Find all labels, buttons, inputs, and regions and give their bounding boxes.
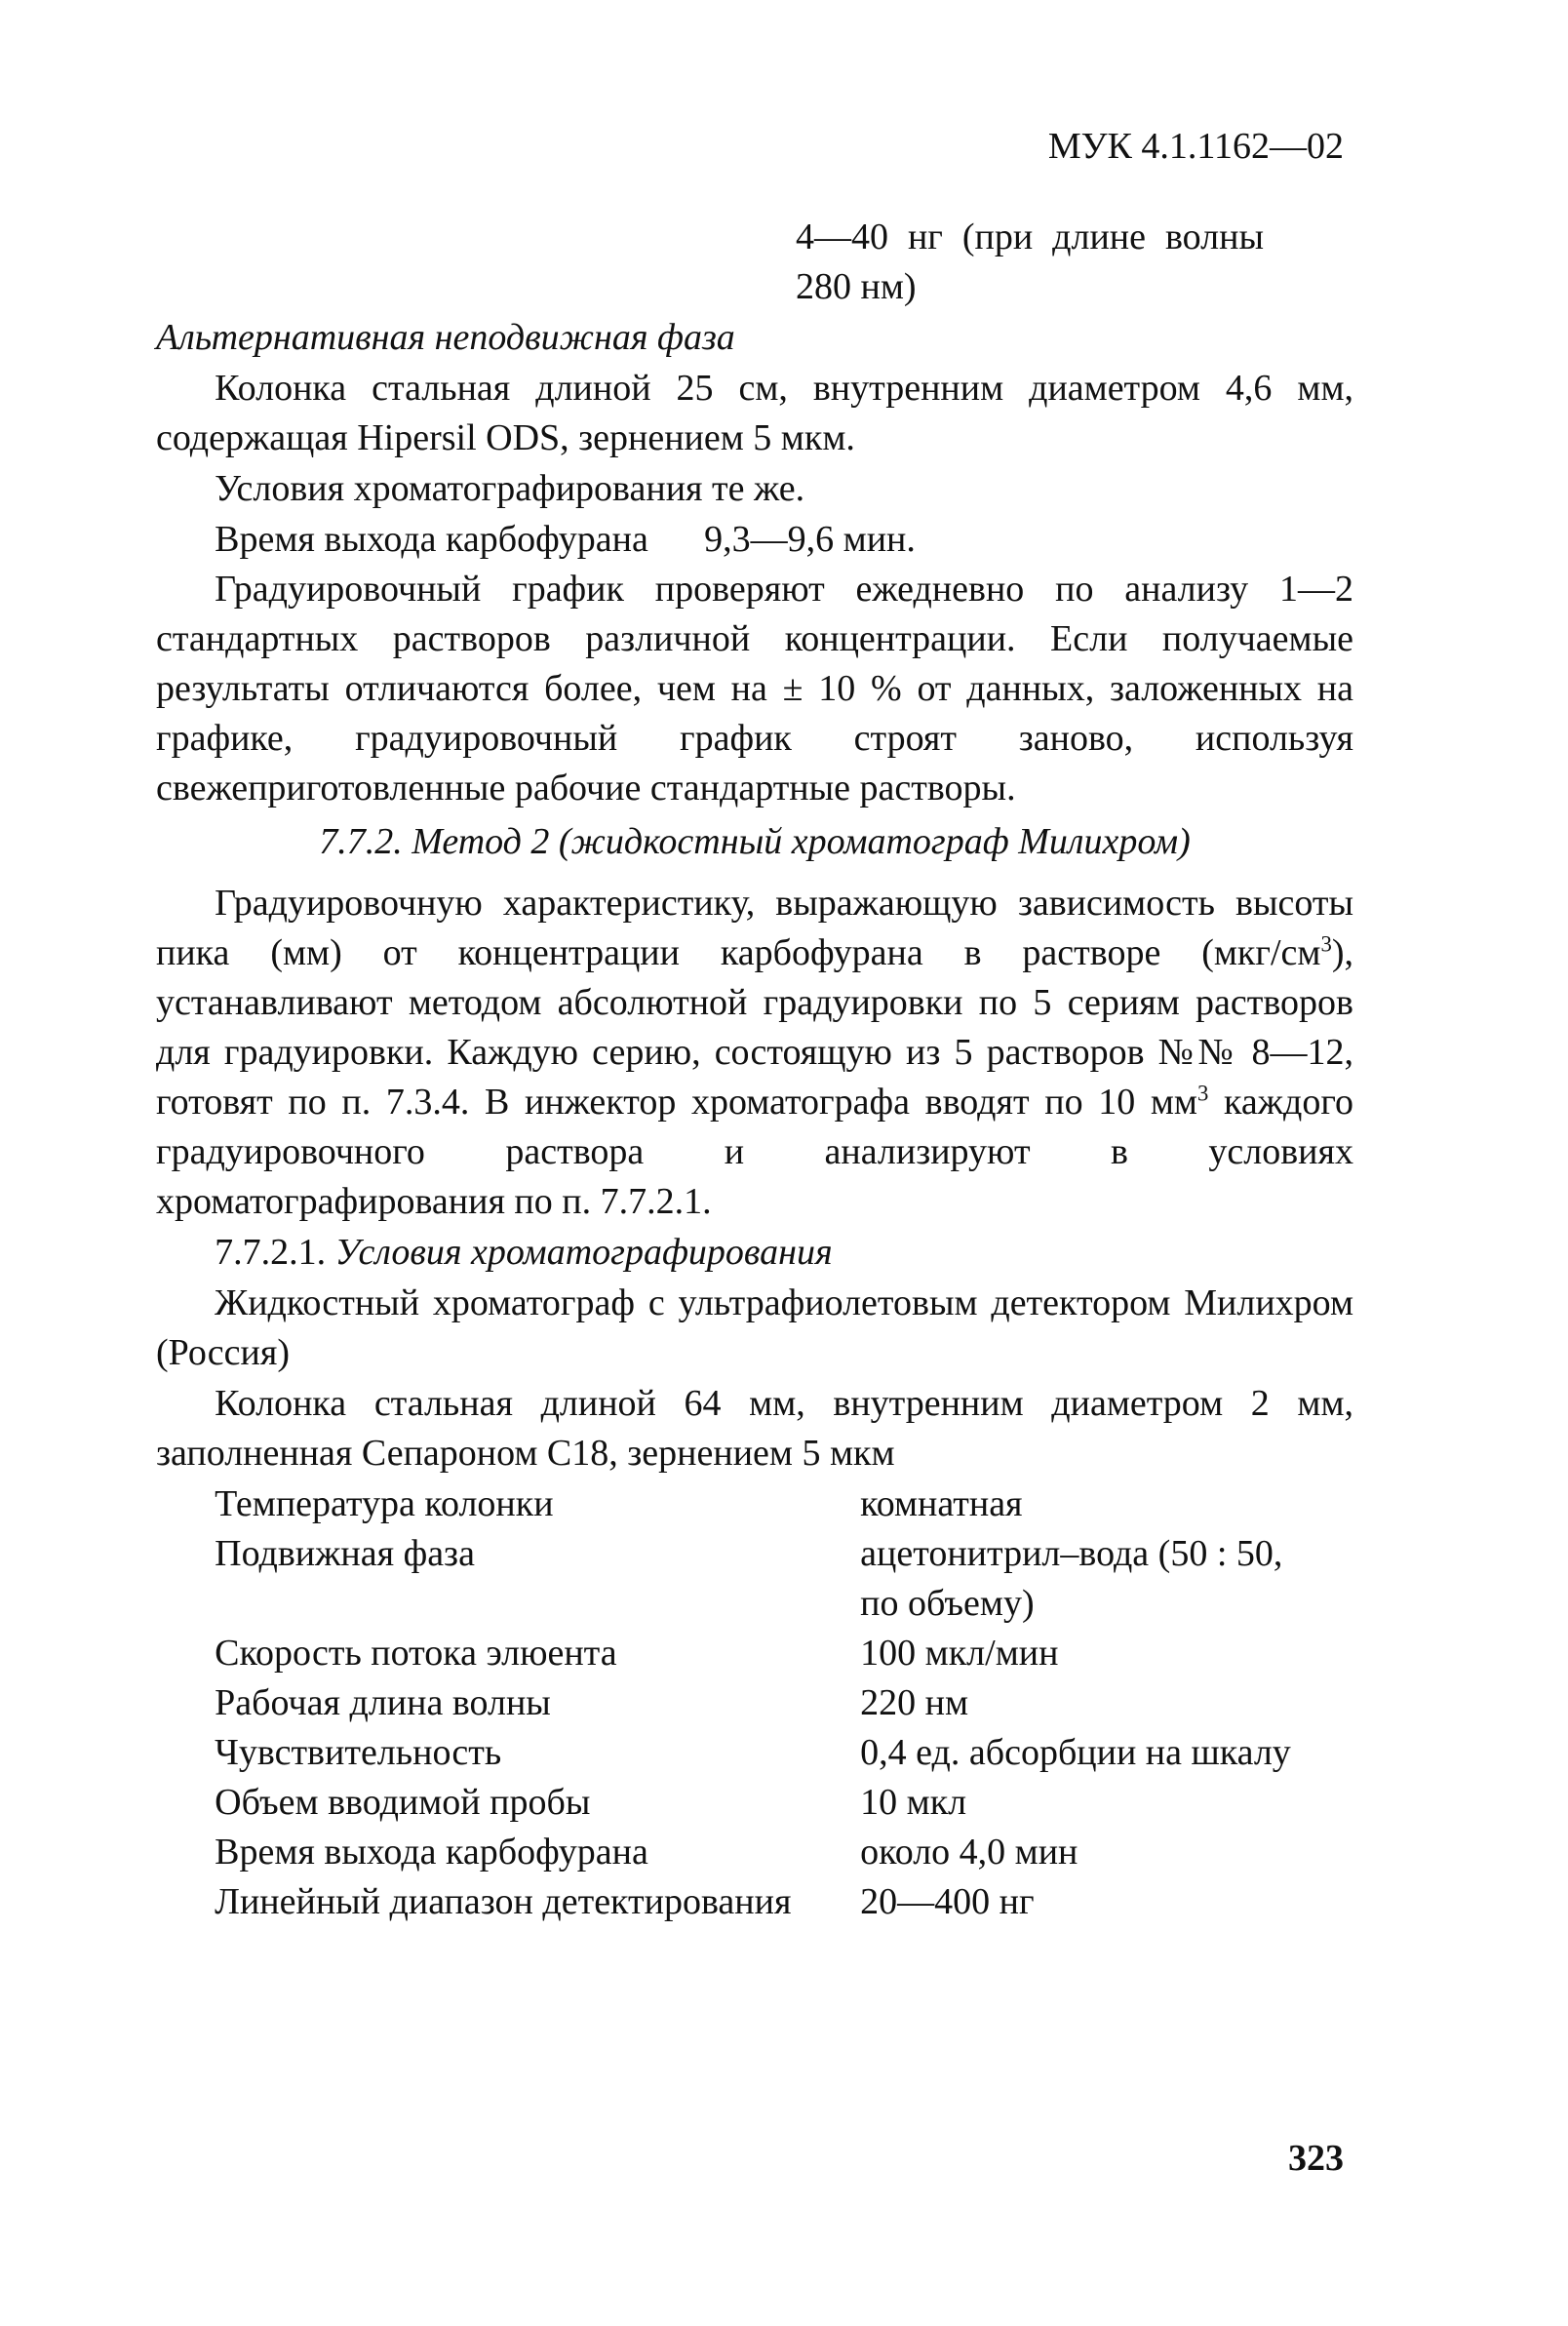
condition-value: 10 мкл xyxy=(860,1782,967,1823)
condition-label: Чувствительность xyxy=(215,1732,502,1773)
document-id-header: МУК 4.1.1162—02 xyxy=(1047,126,1344,167)
method2-sup-b: 3 xyxy=(1196,1081,1209,1106)
condition-label: Линейный диапазон детектирования xyxy=(215,1881,792,1922)
table-row xyxy=(156,1678,1353,1728)
table-row xyxy=(156,1479,1353,1529)
alt-phase-text: Колонка стальная длиной 25 см, внутренним диаметром 4,6 мм, содержащая Hipersil ODS, зернением 5 мкм. xyxy=(156,368,1353,458)
condition-value: 20—400 нг xyxy=(860,1881,1035,1922)
method2-paragraph xyxy=(156,879,1353,1227)
calibration-check-paragraph: Градуировочный график проверяют ежедневно по анализу 1—2 стандартных растворов различной концентрации. Если получаемые результаты отличаются более, чем на ± 10 % от данных, заложенных на графике, градуировочный график строят заново, используя свежеприготовленные рабочие стандартные растворы. xyxy=(156,569,1353,808)
condition-label: Время выхода карбофурана xyxy=(215,1832,648,1873)
conditions-heading xyxy=(156,1228,1353,1278)
method2-heading: 7.7.2. Метод 2 (жидкостный хроматограф Милихром) xyxy=(319,821,1191,862)
table-row xyxy=(156,1728,1353,1778)
table-row xyxy=(156,1877,1353,1927)
retention-time-label: Время выхода карбофурана xyxy=(215,519,648,560)
chromatograph-text: Жидкостный хроматограф с ультрафиолетовым детектором Милихром (Россия) xyxy=(156,1282,1353,1373)
conditions-heading-number: 7.7.2.1. xyxy=(215,1232,327,1273)
table-row xyxy=(156,1529,1353,1629)
retention-time-row xyxy=(156,515,1353,565)
detection-range-note: 4—40 нг (при длине волны 280 нм) xyxy=(796,217,1264,307)
table-row xyxy=(156,1629,1353,1678)
condition-label: Объем вводимой пробы xyxy=(215,1782,591,1823)
condition-label: Подвижная фаза xyxy=(215,1533,475,1574)
condition-value: 220 нм xyxy=(860,1682,969,1723)
condition-label: Температура колонки xyxy=(215,1483,554,1524)
condition-label: Скорость потока элюента xyxy=(215,1633,617,1674)
method2-sup-a: 3 xyxy=(1320,931,1332,957)
condition-value: 0,4 ед. абсорбции на шкалу xyxy=(860,1732,1291,1773)
conditions-heading-title: Условия хроматографирования xyxy=(334,1232,833,1273)
alt-phase-heading: Альтернативная неподвижная фаза xyxy=(156,317,735,358)
condition-value: ацетонитрил–вода (50 : 50, по объему) xyxy=(860,1533,1283,1624)
condition-label: Рабочая длина волны xyxy=(215,1682,551,1723)
conditions-same-text: Условия хроматографирования те же. xyxy=(215,468,805,509)
condition-value: комнатная xyxy=(860,1483,1023,1524)
method2-text-a: Градуировочную характеристику, выражающую зависимость высоты пика (мм) от концентрации карбофурана в растворе (мкг/см xyxy=(156,883,1353,973)
table-row xyxy=(156,1778,1353,1828)
method2-text-b: ), устанавливают методом абсолютной градуировки по 5 сериям растворов для градуировки. Каждую серию, состоящую из 5 растворов №№ 8—12, готовят по п. 7.3.4. В инжектор хроматографа вводят по 10 мм xyxy=(156,932,1353,1123)
conditions-table xyxy=(156,1479,1353,1927)
page-content xyxy=(156,213,1353,1927)
condition-value: около 4,0 мин xyxy=(860,1832,1078,1873)
method2-text-c: каждого градуировочного раствора и анализируют в условиях хроматографирования по п. 7.7.2.1. xyxy=(156,1082,1353,1222)
retention-time-value: 9,3—9,6 мин. xyxy=(704,519,916,560)
page-number: 323 xyxy=(1288,2138,1344,2179)
table-row xyxy=(156,1828,1353,1877)
column-text: Колонка стальная длиной 64 мм, внутренним диаметром 2 мм, заполненная Сепароном С18, зернением 5 мкм xyxy=(156,1383,1353,1474)
condition-value: 100 мкл/мин xyxy=(860,1633,1059,1674)
